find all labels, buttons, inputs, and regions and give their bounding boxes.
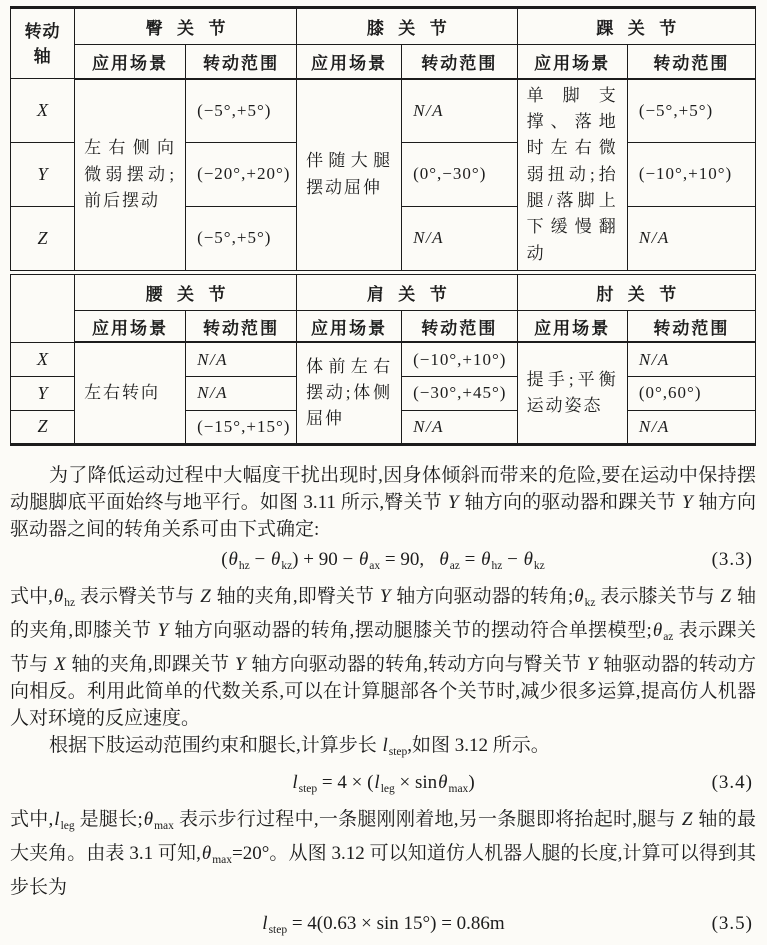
- range-header: 转动范围: [627, 45, 755, 79]
- equation-3-5-number: (3.5): [711, 912, 753, 934]
- range-header: 转动范围: [186, 310, 297, 342]
- body-text-block: [10, 462, 756, 945]
- knee-range-z: N/A: [402, 206, 517, 270]
- scene-header: 应用场景: [297, 310, 402, 342]
- equation-3-4-number: (3.4): [711, 771, 753, 793]
- equation-3-3-expression: $(\theta_{hz} - \theta_{kz}) + 90 - \theta_{ax} = 90$, $\theta_{az} = \theta_{hz} - \theta_{kz}$: [221, 548, 545, 572]
- axis-label-z: Z: [11, 206, 75, 270]
- waist-range-x: N/A: [186, 342, 297, 376]
- ankle-joint-title: 踝关节: [517, 8, 755, 45]
- range-header: 转动范围: [402, 310, 517, 342]
- upper-body-joint-table: [10, 274, 756, 446]
- hip-range-x: (−5°,+5°): [186, 79, 297, 143]
- hip-scene-cell: 左右侧向微弱摆动;前后摆动: [75, 79, 186, 271]
- range-header: 转动范围: [627, 310, 755, 342]
- waist-range-y: N/A: [186, 376, 297, 410]
- lower-limb-joint-table: [10, 6, 756, 271]
- paragraph-angle-definitions: 式中$,\theta_{hz}$ 表示臀关节与 Z 轴的夹角,即臀关节 Y 轴方向驱动器的转角$;\theta_{kz}$ 表示膝关节与 Z 轴的夹角,即膝关节 Y 轴方向驱动器的转角,摆动腿膝关节的摆动符合单摆模型$;\theta_{az}$ 表示踝关节与 X 轴的夹角,即踝关节 Y 轴方向驱动器的转角,转动方向与臀关节 Y 轴驱动器的转动方向相反。利用此简单的代数关系,可以在计算腿部各个关节时,减少很多运算,提高仿人机器人对环境的反应速度。: [10, 585, 756, 729]
- paragraph-swing-leg: 为了降低运动过程中大幅度干扰出现时,因身体倾斜而带来的危险,要在运动中保持摆动腿脚底平面始终与地平行。如图 3.11 所示,臀关节 Y 轴方向的驱动器和踝关节 Y 轴方向驱动器之间的转角关系可由下式确定:: [10, 464, 756, 540]
- elbow-range-y: (0°,60°): [627, 376, 755, 410]
- shoulder-scene-cell: 体前左右摆动;体侧屈伸: [297, 342, 402, 444]
- shoulder-joint-title: 肩关节: [297, 274, 518, 310]
- equation-3-5-expression: $l_{step} = 4(0.63 \times \sin 15^\circ) = 0.86m$: [262, 912, 505, 936]
- elbow-joint-title: 肘关节: [517, 274, 755, 310]
- scene-header: 应用场景: [75, 45, 186, 79]
- knee-joint-title: 膝关节: [297, 8, 518, 45]
- range-header: 转动范围: [186, 45, 297, 79]
- waist-range-z: (−15°,+15°): [186, 410, 297, 444]
- paragraph-step-length-calc: 式中$,l_{leg}$ 是腿长$;\theta_{max}$ 表示步行过程中,一条腿刚刚着地,另一条腿即将抬起时,腿与 Z 轴的最大夹角。由表 3.1 可知$,\theta_{max}=20^\circ$。从图 3.12 可以知道仿人机器人腿的长度,计算可以得到其步长为: [10, 808, 756, 898]
- range-header: 转动范围: [402, 45, 517, 79]
- hip-range-y: (−20°,+20°): [186, 142, 297, 206]
- axis-label-y: Y: [11, 142, 75, 206]
- equation-3-4: [10, 768, 756, 804]
- elbow-range-x: N/A: [627, 342, 755, 376]
- paragraph-step-length-intro: 根据下肢运动范围约束和腿长,计算步长 $l_{step}$,如图 3.12 所示。: [48, 734, 550, 758]
- scene-header: 应用场景: [297, 45, 402, 79]
- shoulder-range-x: (−10°,+10°): [402, 342, 517, 376]
- scene-header: 应用场景: [517, 45, 627, 79]
- ankle-range-y: (−10°,+10°): [627, 142, 755, 206]
- ankle-scene-cell: 单脚支撑、落地时左右微弱扭动;抬腿/落脚上下缓慢翻动: [517, 79, 627, 271]
- equation-3-3-number: (3.3): [711, 548, 753, 570]
- equation-3-3: [10, 545, 756, 581]
- corner-header-empty: [11, 274, 75, 342]
- axis-label-x: X: [11, 342, 75, 376]
- equation-3-5: [10, 909, 756, 945]
- axis-label-x: X: [11, 79, 75, 143]
- axis-label-z: Z: [11, 410, 75, 444]
- shoulder-range-z: N/A: [402, 410, 517, 444]
- knee-range-y: (0°,−30°): [402, 142, 517, 206]
- equation-3-4-expression: $l_{step} = 4 \times (l_{leg} \times \sin\theta_{max})$: [292, 771, 475, 795]
- ankle-range-z: N/A: [627, 206, 755, 270]
- corner-header: 转动轴: [11, 8, 75, 79]
- scene-header: 应用场景: [517, 310, 627, 342]
- hip-range-z: (−5°,+5°): [186, 206, 297, 270]
- hip-joint-title: 臀关节: [75, 8, 297, 45]
- axis-label-y: Y: [11, 376, 75, 410]
- scene-header: 应用场景: [75, 310, 186, 342]
- waist-joint-title: 腰关节: [75, 274, 297, 310]
- elbow-range-z: N/A: [627, 410, 755, 444]
- knee-range-x: N/A: [402, 79, 517, 143]
- elbow-scene-cell: 提手;平衡运动姿态: [517, 342, 627, 444]
- knee-scene-cell: 伴随大腿摆动屈伸: [297, 79, 402, 271]
- ankle-range-x: (−5°,+5°): [627, 79, 755, 143]
- shoulder-range-y: (−30°,+45°): [402, 376, 517, 410]
- waist-scene-cell: 左右转向: [75, 342, 186, 444]
